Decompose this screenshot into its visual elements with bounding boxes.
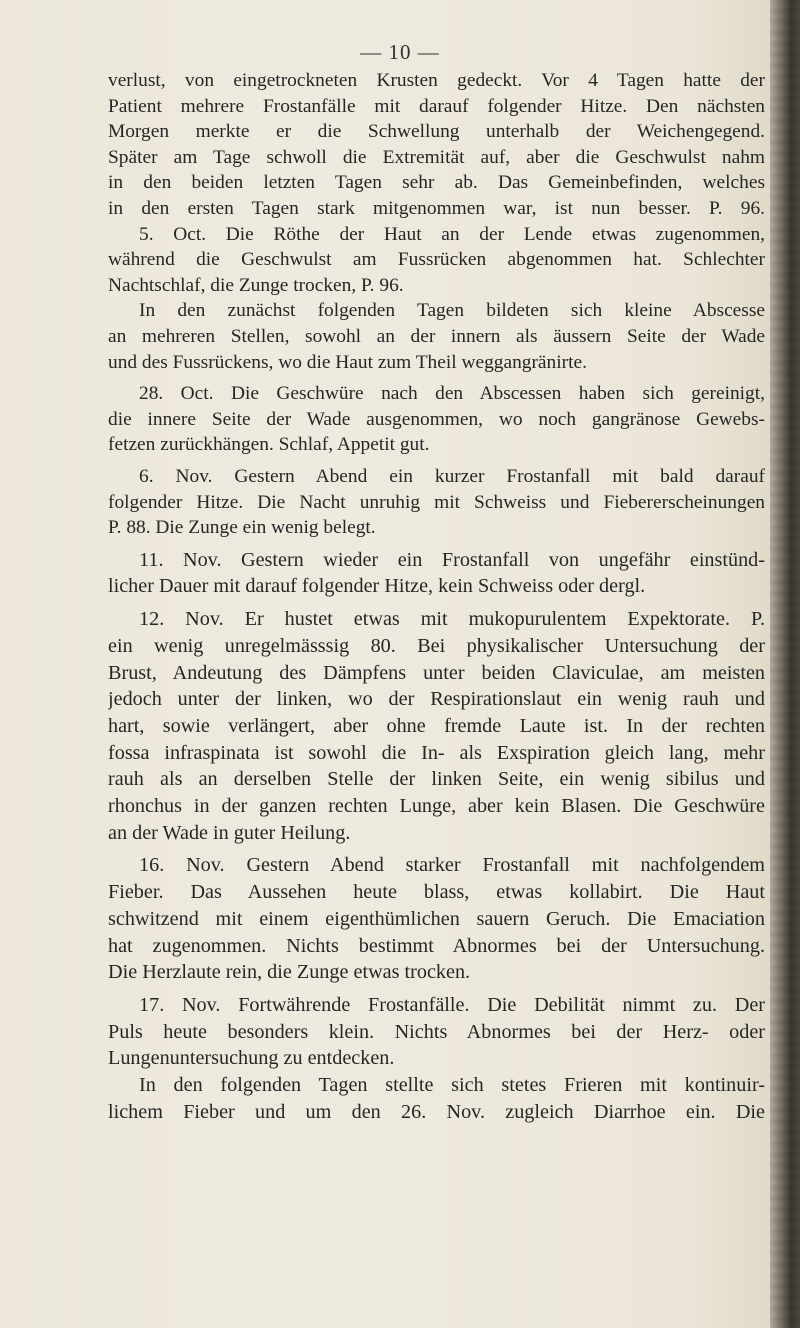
text-line: Patient mehrere Frostanfälle mit darauf folgender Hitze. Den nächsten	[108, 95, 765, 117]
text-line: Lungenuntersuchung zu entdecken.	[108, 1047, 395, 1070]
text-line: rhonchus in der ganzen rechten Lunge, aber kein Blasen. Die Geschwüre	[108, 795, 765, 818]
paragraph	[108, 606, 765, 846]
text-line: rauh als an derselben Stelle der linken Seite, ein wenig sibilus und	[108, 768, 765, 791]
page-body-text	[108, 68, 765, 1125]
text-line: in den beiden letzten Tagen sehr ab. Das Gemeinbefinden, welches	[108, 172, 765, 194]
text-line: Nachtschlaf, die Zunge trocken, P. 96.	[108, 274, 404, 296]
text-line: Puls heute besonders klein. Nichts Abnormes bei der Herz- oder	[108, 1020, 765, 1043]
text-line: ein wenig unregelmässsig 80. Bei physikalischer Untersuchung der	[108, 634, 765, 657]
text-line: 12. Nov. Er hustet etwas mit mukopurulentem Expektorate. P.	[139, 608, 765, 631]
text-line: lichem Fieber und um den 26. Nov. zugleich Diarrhoe ein. Die	[108, 1100, 765, 1123]
text-line: Die Herzlaute rein, die Zunge etwas trocken.	[108, 961, 471, 984]
paragraph	[108, 547, 765, 600]
page-number: — 10 —	[360, 40, 440, 64]
text-line: Später am Tage schwoll die Extremität auf, aber die Geschwulst nahm	[108, 146, 765, 168]
text-line: Morgen merkte er die Schwellung unterhalb der Weichengegend.	[108, 121, 765, 143]
paragraph	[108, 222, 765, 299]
text-line: Brust, Andeutung des Dämpfens unter beiden Claviculae, am meisten	[108, 661, 765, 684]
text-line: 11. Nov. Gestern wieder ein Frostanfall von ungefähr einstünd-	[139, 548, 765, 571]
text-line: die innere Seite der Wade ausgenommen, wo noch gangränose Gewebs-	[108, 408, 765, 430]
paragraph	[108, 1072, 765, 1125]
paragraph	[108, 298, 765, 375]
text-line: folgender Hitze. Die Nacht unruhig mit Schweiss und Fiebererscheinungen	[108, 491, 765, 513]
text-line: und des Fussrückens, wo die Haut zum Theil weggangränirte.	[108, 351, 587, 373]
page-binding-edge	[770, 0, 800, 1328]
text-line: 6. Nov. Gestern Abend ein kurzer Frostanfall mit bald darauf	[139, 465, 765, 487]
text-line: In den folgenden Tagen stellte sich stetes Frieren mit kontinuir-	[139, 1074, 765, 1097]
text-line: schwitzend mit einem eigenthümlichen sauern Geruch. Die Emaciation	[108, 907, 765, 930]
text-line: 16. Nov. Gestern Abend starker Frostanfall mit nachfolgendem	[139, 854, 765, 877]
paragraph	[108, 381, 765, 458]
paragraph	[108, 852, 765, 986]
text-line: In den zunächst folgenden Tagen bildeten sich kleine Abscesse	[139, 300, 765, 322]
text-line: an der Wade in guter Heilung.	[108, 821, 351, 844]
text-line: fetzen zurückhängen. Schlaf, Appetit gut.	[108, 434, 430, 456]
paragraph	[108, 992, 765, 1072]
text-line: 17. Nov. Fortwährende Frostanfälle. Die Debilität nimmt zu. Der	[139, 993, 765, 1016]
text-line: hart, sowie verlängert, aber ohne fremde Laute ist. In der rechten	[108, 714, 765, 737]
text-line: fossa infraspinata ist sowohl die In- als Exspiration gleich lang, mehr	[108, 741, 765, 764]
text-line: 28. Oct. Die Geschwüre nach den Abscessen haben sich gereinigt,	[139, 383, 765, 405]
text-line: P. 88. Die Zunge ein wenig belegt.	[108, 517, 376, 539]
text-line: licher Dauer mit darauf folgender Hitze, kein Schweiss oder dergl.	[108, 575, 646, 598]
text-line: jedoch unter der linken, wo der Respirationslaut ein wenig rauh und	[108, 688, 765, 711]
text-line: Fieber. Das Aussehen heute blass, etwas kollabirt. Die Haut	[108, 881, 765, 904]
text-line: verlust, von eingetrockneten Krusten gedeckt. Vor 4 Tagen hatte der	[108, 70, 765, 91]
text-line: hat zugenommen. Nichts bestimmt Abnormes bei der Untersuchung.	[108, 934, 765, 957]
paragraph	[108, 68, 765, 222]
text-line: in den ersten Tagen stark mitgenommen war, ist nun besser. P. 96.	[108, 197, 765, 219]
text-line: an mehreren Stellen, sowohl an der innern als äussern Seite der Wade	[108, 325, 765, 347]
text-line: während die Geschwulst am Fussrücken abgenommen hat. Schlechter	[108, 249, 765, 271]
paragraph	[108, 464, 765, 541]
text-line: 5. Oct. Die Röthe der Haut an der Lende etwas zugenommen,	[139, 223, 765, 245]
